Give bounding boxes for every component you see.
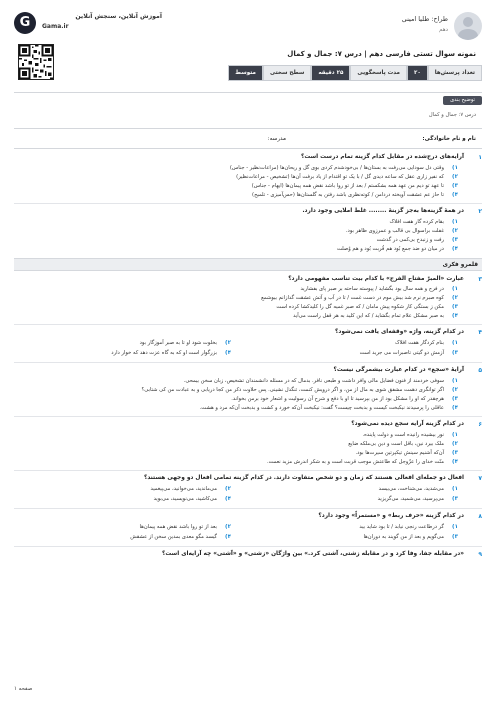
notes-tag: توضیح بندی — [443, 96, 482, 105]
answer-option[interactable] — [14, 165, 458, 173]
option-number: ۱) — [452, 218, 458, 225]
answer-option[interactable] — [241, 524, 458, 532]
answer-option[interactable] — [14, 534, 231, 542]
avatar — [454, 12, 482, 40]
answer-option[interactable] — [14, 378, 458, 386]
brand-site[interactable]: Gama.ir — [42, 23, 69, 31]
answer-option[interactable] — [241, 534, 458, 542]
footer — [14, 686, 482, 696]
question-text: افعال دو جمله‌ای افعالی هستند که زمان و دو شخص متفاوت دارند. در کدام گزینه تمامی افعال دو وجهی هستند؟ — [143, 474, 464, 481]
question-text: آرایه‌های درج‌شده در مقابل کدام گزینه تمام درست است؟ — [300, 154, 464, 160]
divider — [14, 128, 482, 129]
answer-option[interactable] — [14, 405, 458, 413]
answer-option[interactable] — [14, 246, 458, 254]
answer-option[interactable] — [14, 219, 458, 227]
question-number: ۲ — [478, 207, 482, 215]
option-text: عاقلی را پرسیدند نیکبخت کیست و بدبخت چیست؟ گفت: نیکبخت آن‌که خورد و کشت و بدبخت آن‌که مرد و هشت. — [199, 405, 444, 412]
option-number: ۱) — [452, 378, 458, 385]
answer-option[interactable] — [241, 486, 458, 494]
option-list — [14, 485, 464, 505]
option-text: که نفیر زاری عقل که ساعه دیدی گل / با یک تو اقتدام از یاد برفت آن‌ها (تشخیص - مراعات‌نظیر) — [236, 173, 444, 180]
designer-card — [332, 12, 482, 42]
question-number: ۴ — [478, 329, 482, 337]
option-number: ۳) — [452, 350, 458, 357]
option-text: کوه صبرم نرم شد بیش موم در دست غمت / تا در آب و آتش عشقت گدازانم بیوشمع — [261, 295, 444, 302]
option-number: ۲) — [452, 440, 458, 447]
option-number: ۳) — [452, 304, 458, 311]
designer-name: طراح: طلیا امینی — [401, 15, 448, 23]
option-text: نور بیشیده رانیده است و دولت پاینده. — [362, 431, 444, 438]
divider — [14, 148, 482, 149]
questions-container — [14, 154, 482, 563]
option-number: ۱) — [452, 431, 458, 438]
option-text: در فرج و همه سال بود بگشاید / پیوسته ساحته بر صبر پای بفشارید — [300, 286, 444, 293]
answer-option[interactable] — [14, 340, 231, 348]
answer-option[interactable] — [14, 441, 458, 449]
question-count-label: تعداد پرسش‌ها — [428, 65, 482, 81]
option-number: ۲) — [225, 523, 231, 530]
option-number: ۱) — [452, 340, 458, 347]
option-text: هرچقدر که او را مشکل بود از من بپرسید تا او با دفع و شرح آن رسولیت و اشعار خود برمن بخواند. — [231, 396, 444, 403]
option-number: ۴) — [225, 495, 231, 502]
option-number: ۲) — [225, 340, 231, 347]
question-number: ۹ — [478, 550, 482, 558]
answer-option[interactable] — [14, 432, 458, 440]
option-text: آن‌که آشنیم سینش تیکپرتین سیرت‌ها بود. — [355, 449, 444, 456]
question-item — [14, 154, 482, 200]
question-number: ۵ — [478, 367, 482, 375]
option-list — [14, 165, 464, 200]
option-text: بخلوت شود او تا به صبر آموزگار بود — [139, 340, 217, 347]
option-number: ۳) — [452, 449, 458, 456]
student-name-label[interactable]: نام و نام خانوادگی: — [422, 136, 476, 142]
option-number: ۴) — [225, 533, 231, 540]
option-number: ۴) — [452, 405, 458, 412]
question-divider — [14, 203, 482, 204]
option-text: اگر توانگری دهمت مشفق شوی به مال از من، و اگر درویش کنمت، تنگدل نشینی. پس حلاوت ذکر من کجا دریابی و به عبادت من کی شتابی؟ — [141, 387, 444, 394]
option-text: در میان دو ضد جمع بُود هم قُربت بُود و هم وُصلت — [337, 245, 444, 252]
answer-option[interactable] — [14, 450, 458, 458]
question-text: در همهٔ گزینه‌ها به‌جز گزینهٔ ........ غلط املایی وجود دارد. — [302, 207, 464, 214]
option-number: ۱) — [452, 485, 458, 492]
answer-option[interactable] — [14, 350, 231, 358]
option-text: سوفی خردمند از فنون فضایل مالی وافر داشت و طبعی نافر. بدمال که در مسئله دانشمندان تشخیص، زبان سخن بیمحی. — [183, 378, 444, 385]
question-item — [14, 421, 482, 467]
answer-option[interactable] — [14, 286, 458, 294]
option-number: ۱) — [452, 523, 458, 530]
option-number: ۳) — [452, 533, 458, 540]
divider — [14, 92, 482, 93]
question-text: آرایهٔ «سجع» در کدام عبارت بیشمرگی نیست؟ — [333, 367, 464, 374]
section-heading: قلمرو فکری — [14, 258, 482, 271]
answer-option[interactable] — [14, 524, 231, 532]
notes-text: درس ۷: جمال و کمال — [428, 112, 476, 118]
option-text: غفلت براسوال بی قالب و عمرزوی ظاهر بود. — [345, 227, 444, 234]
answer-option[interactable] — [14, 174, 458, 182]
question-number: ۶ — [478, 421, 482, 429]
option-number: ۴) — [452, 458, 458, 465]
option-number: ۲) — [452, 387, 458, 394]
header — [14, 10, 482, 90]
option-text: بقام کرده گار هفت افلاک — [389, 218, 444, 225]
question-divider — [14, 362, 482, 363]
exam-info-row — [82, 65, 482, 81]
option-text: می‌ماندید، می‌خوانید، می‌پیغمید — [150, 485, 217, 492]
option-number: ۳) — [452, 495, 458, 502]
option-list — [14, 432, 464, 467]
option-text: بعد از تو روا باشد نقض همه پیمان‌ها — [139, 523, 217, 530]
option-text: آزمش دو گیتی تاصبرات می جرید است — [359, 350, 444, 357]
question-text: در کدام گزینه، واژه «وقفه‌ای یافت نمی‌شود؟ — [335, 329, 464, 336]
option-text: می‌کاشید، می‌نویسید، می‌بوید — [153, 495, 217, 502]
option-text: تا عهد تو دیم من عهد همه بشکستم / بعد از تو روا باشد نقض همه پیمان‌ها (ایهام - جناس) — [251, 182, 444, 189]
duration-value: ۲۵ دقیقه — [311, 65, 350, 81]
question-divider — [14, 416, 482, 417]
question-item — [14, 208, 482, 254]
option-text: می‌پرسید، می‌شمید، می‌گریزید — [377, 495, 444, 502]
option-number: ۳) — [452, 236, 458, 243]
option-text: تا حاز عم عشقت آویخته دردامن / کوته‌نظری باشد رفتن به گلستان‌ها (حس‌آمیزی - تلمیح) — [252, 191, 444, 198]
option-list — [14, 219, 464, 254]
question-text: در کدام گزینه آرایه سجع دیده نمی‌شود؟ — [351, 421, 464, 428]
option-text: می‌شدید، می‌شناخت، می‌بیسد — [378, 485, 444, 492]
answer-option[interactable] — [14, 496, 231, 504]
answer-option[interactable] — [14, 228, 458, 236]
exam-title-box — [82, 50, 482, 81]
qr-code-icon[interactable] — [18, 44, 54, 80]
option-list — [14, 523, 464, 543]
option-number: ۳) — [452, 396, 458, 403]
question-number: ۱ — [478, 154, 482, 161]
option-number: ۱) — [452, 286, 458, 293]
answer-option[interactable] — [14, 237, 458, 245]
answer-option[interactable] — [241, 340, 458, 348]
answer-option[interactable] — [14, 313, 458, 321]
difficulty-value: متوسط — [228, 65, 263, 81]
answer-option[interactable] — [14, 304, 458, 312]
answer-option[interactable] — [241, 496, 458, 504]
option-number: ۴) — [452, 313, 458, 320]
option-text: منّت خدای را عزّوجل که طاعتش موجب قربت است و به شکر اندرش مزید نعمت. — [267, 458, 444, 465]
option-text: بزرگوار است او که به گاه عزت دهد که خوار دارد — [111, 350, 217, 357]
question-count-value: ۲۰ — [407, 65, 428, 81]
option-number: ۲) — [225, 485, 231, 492]
option-text: مکن ز بستگی کار شکوه پیش مامان / که صبر غمیه گل را کلیدکشا کرده است — [276, 304, 444, 311]
answer-option[interactable] — [14, 396, 458, 404]
option-number: ۳) — [452, 182, 458, 189]
difficulty-label: سطح سختی — [263, 65, 311, 81]
question-divider — [14, 546, 482, 547]
option-number: ۴) — [452, 245, 458, 252]
answer-option[interactable] — [14, 486, 231, 494]
option-list — [14, 378, 464, 413]
option-number: ۲) — [452, 227, 458, 234]
option-text: می‌گویم و بعد از من گویند به دوران‌ها — [363, 533, 444, 540]
page-number: صفحه ۱ — [14, 686, 33, 692]
student-info-row — [20, 136, 476, 144]
option-text: گر درطاعت رنجی نیابد / تا بود شاید بید — [359, 523, 444, 530]
school-label[interactable]: مدرسه: — [267, 136, 286, 142]
option-number: ۲) — [452, 173, 458, 180]
option-text: رفت و زنبدخ بی‌کمی در گذشت — [376, 236, 444, 243]
option-list — [14, 286, 464, 321]
answer-option[interactable] — [14, 387, 458, 395]
option-text: بنام کردگار هفت افلاک — [394, 340, 444, 347]
answer-option[interactable] — [14, 295, 458, 303]
option-text: ملک بیرد نین، باقل است و دین بی‌ملکه ضایع — [348, 440, 444, 447]
option-number: ۴) — [452, 191, 458, 198]
question-divider — [14, 508, 482, 509]
question-item — [14, 551, 482, 561]
question-divider — [14, 324, 482, 325]
question-number: ۷ — [478, 474, 482, 482]
question-item — [14, 513, 482, 543]
gama-logo-icon: G — [14, 12, 36, 34]
designer-grade: دهم — [439, 26, 448, 33]
question-item — [14, 276, 482, 322]
question-number: ۳ — [478, 275, 482, 283]
option-text: گیسد مگو معدی بمدین سخن از عشقش — [130, 533, 217, 540]
question-item — [14, 329, 482, 359]
option-number: ۲) — [452, 295, 458, 302]
question-text: عبارت «المبرّ مفتاح الفرج» با کدام بیت تناسب مفهومی دارد؟ — [288, 275, 464, 282]
option-text: وقتی دل سودایی می‌رفت به بستان‌ها / بی‌خودشدم کردی بوی گل و ریحان‌ها (مراعات‌نظیر - جناس) — [229, 164, 444, 171]
brand[interactable] — [14, 12, 164, 38]
question-item — [14, 367, 482, 413]
answer-option[interactable] — [241, 350, 458, 358]
brand-name: آموزش آنلاین، سنجش آنلاین — [75, 13, 162, 20]
question-number: ۸ — [478, 512, 482, 520]
question-item — [14, 475, 482, 505]
option-text: به صبر مشکل علام تمام بگشاید / که این کلید به هر قفل راست می‌آید — [293, 313, 444, 320]
question-divider — [14, 470, 482, 471]
question-text: «در مقابله جفا، وفا کرد و در مقابله زشتی، آشتی کرد.» بین واژگان «زشتی» و «آشتی» چه آرایه‌ای است؟ — [162, 550, 464, 557]
duration-label: مدت پاسخگویی — [350, 65, 407, 81]
answer-option[interactable] — [14, 183, 458, 191]
option-number: ۴) — [225, 350, 231, 357]
question-text: در کدام گزینه «حرف ربط» و «مستمراً» وجود دارد؟ — [318, 512, 464, 519]
answer-option[interactable] — [14, 459, 458, 467]
answer-option[interactable] — [14, 192, 458, 200]
exam-title: نمونه سوال تستی فارسی دهم | درس ۷: جمال و کمال — [287, 50, 476, 58]
option-list — [14, 339, 464, 359]
option-number: ۱) — [452, 164, 458, 171]
